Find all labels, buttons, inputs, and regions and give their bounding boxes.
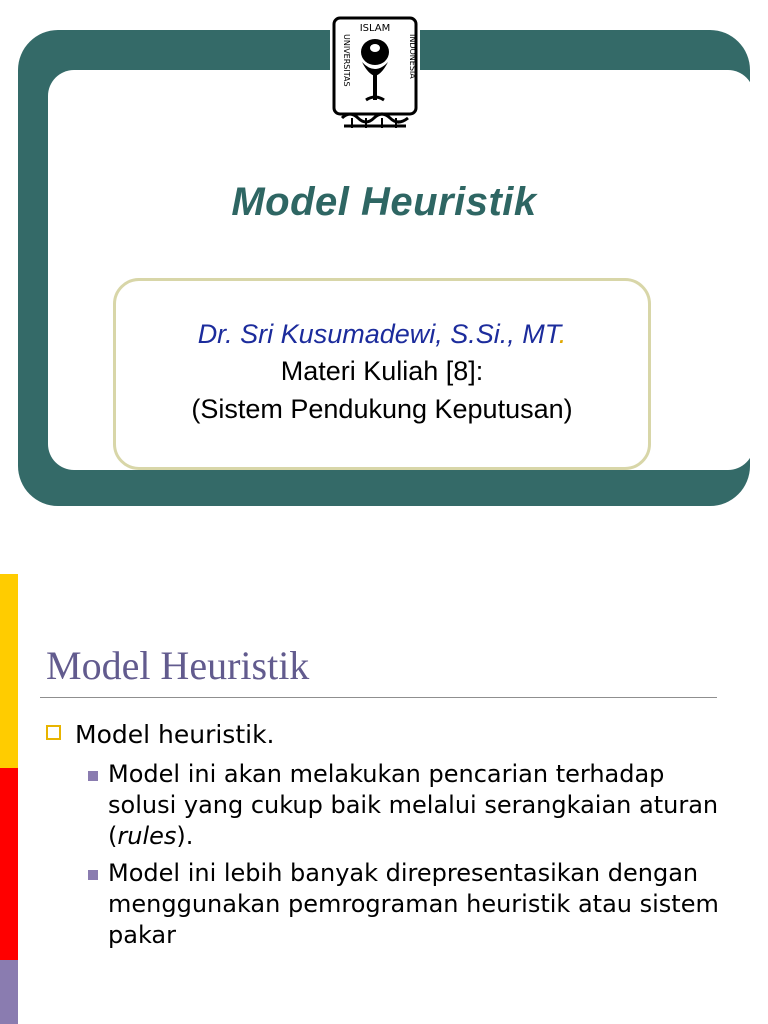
slide-heading: Model Heuristik [46,643,310,688]
author-info-box [113,278,651,470]
heading-divider [40,697,717,698]
square-fill-bullet-icon [88,771,98,781]
sub-bullet-1 [86,759,736,852]
university-emblem-icon [330,14,420,132]
logo-right-text: INDONESIA [408,34,417,79]
content-slide [0,574,768,1024]
course-line-2: (Sistem Pendukung Keputusan) [191,394,573,424]
slide-title: Model Heuristik [231,180,537,224]
author-line [116,319,648,350]
author-dot: . [558,319,567,349]
author-name: Dr. Sri Kusumadewi, S.Si., MT [197,319,559,349]
side-bar-red [0,768,18,960]
main-bullet-text: Model heuristik. [75,720,275,749]
sub-bullet-2-text: Model ini lebih banyak direpresentasikan dengan menggunakan pemrograman heuristik atau sistem pakar [108,859,719,949]
logo-top-text: ISLAM [359,23,391,34]
sub-bullet-1-end: ). [176,822,194,850]
sub-bullet-2 [86,858,736,951]
square-bullet-icon [46,725,61,740]
sub-bullet-1-italic: rules [117,822,177,850]
logo-left-text: UNIVERSITAS [342,34,351,87]
square-fill-bullet-icon [88,870,98,880]
side-bar-yellow [0,574,18,768]
course-line-1: Materi Kuliah [8]: [280,356,484,386]
main-bullet [46,720,275,749]
sub-bullet-1-text: Model ini akan melakukan pencarian terhadap solusi yang cukup baik melalui serangkaian aturan ( [108,760,719,850]
side-bar-purple [0,960,18,1024]
sub-bullet-list [86,759,736,957]
